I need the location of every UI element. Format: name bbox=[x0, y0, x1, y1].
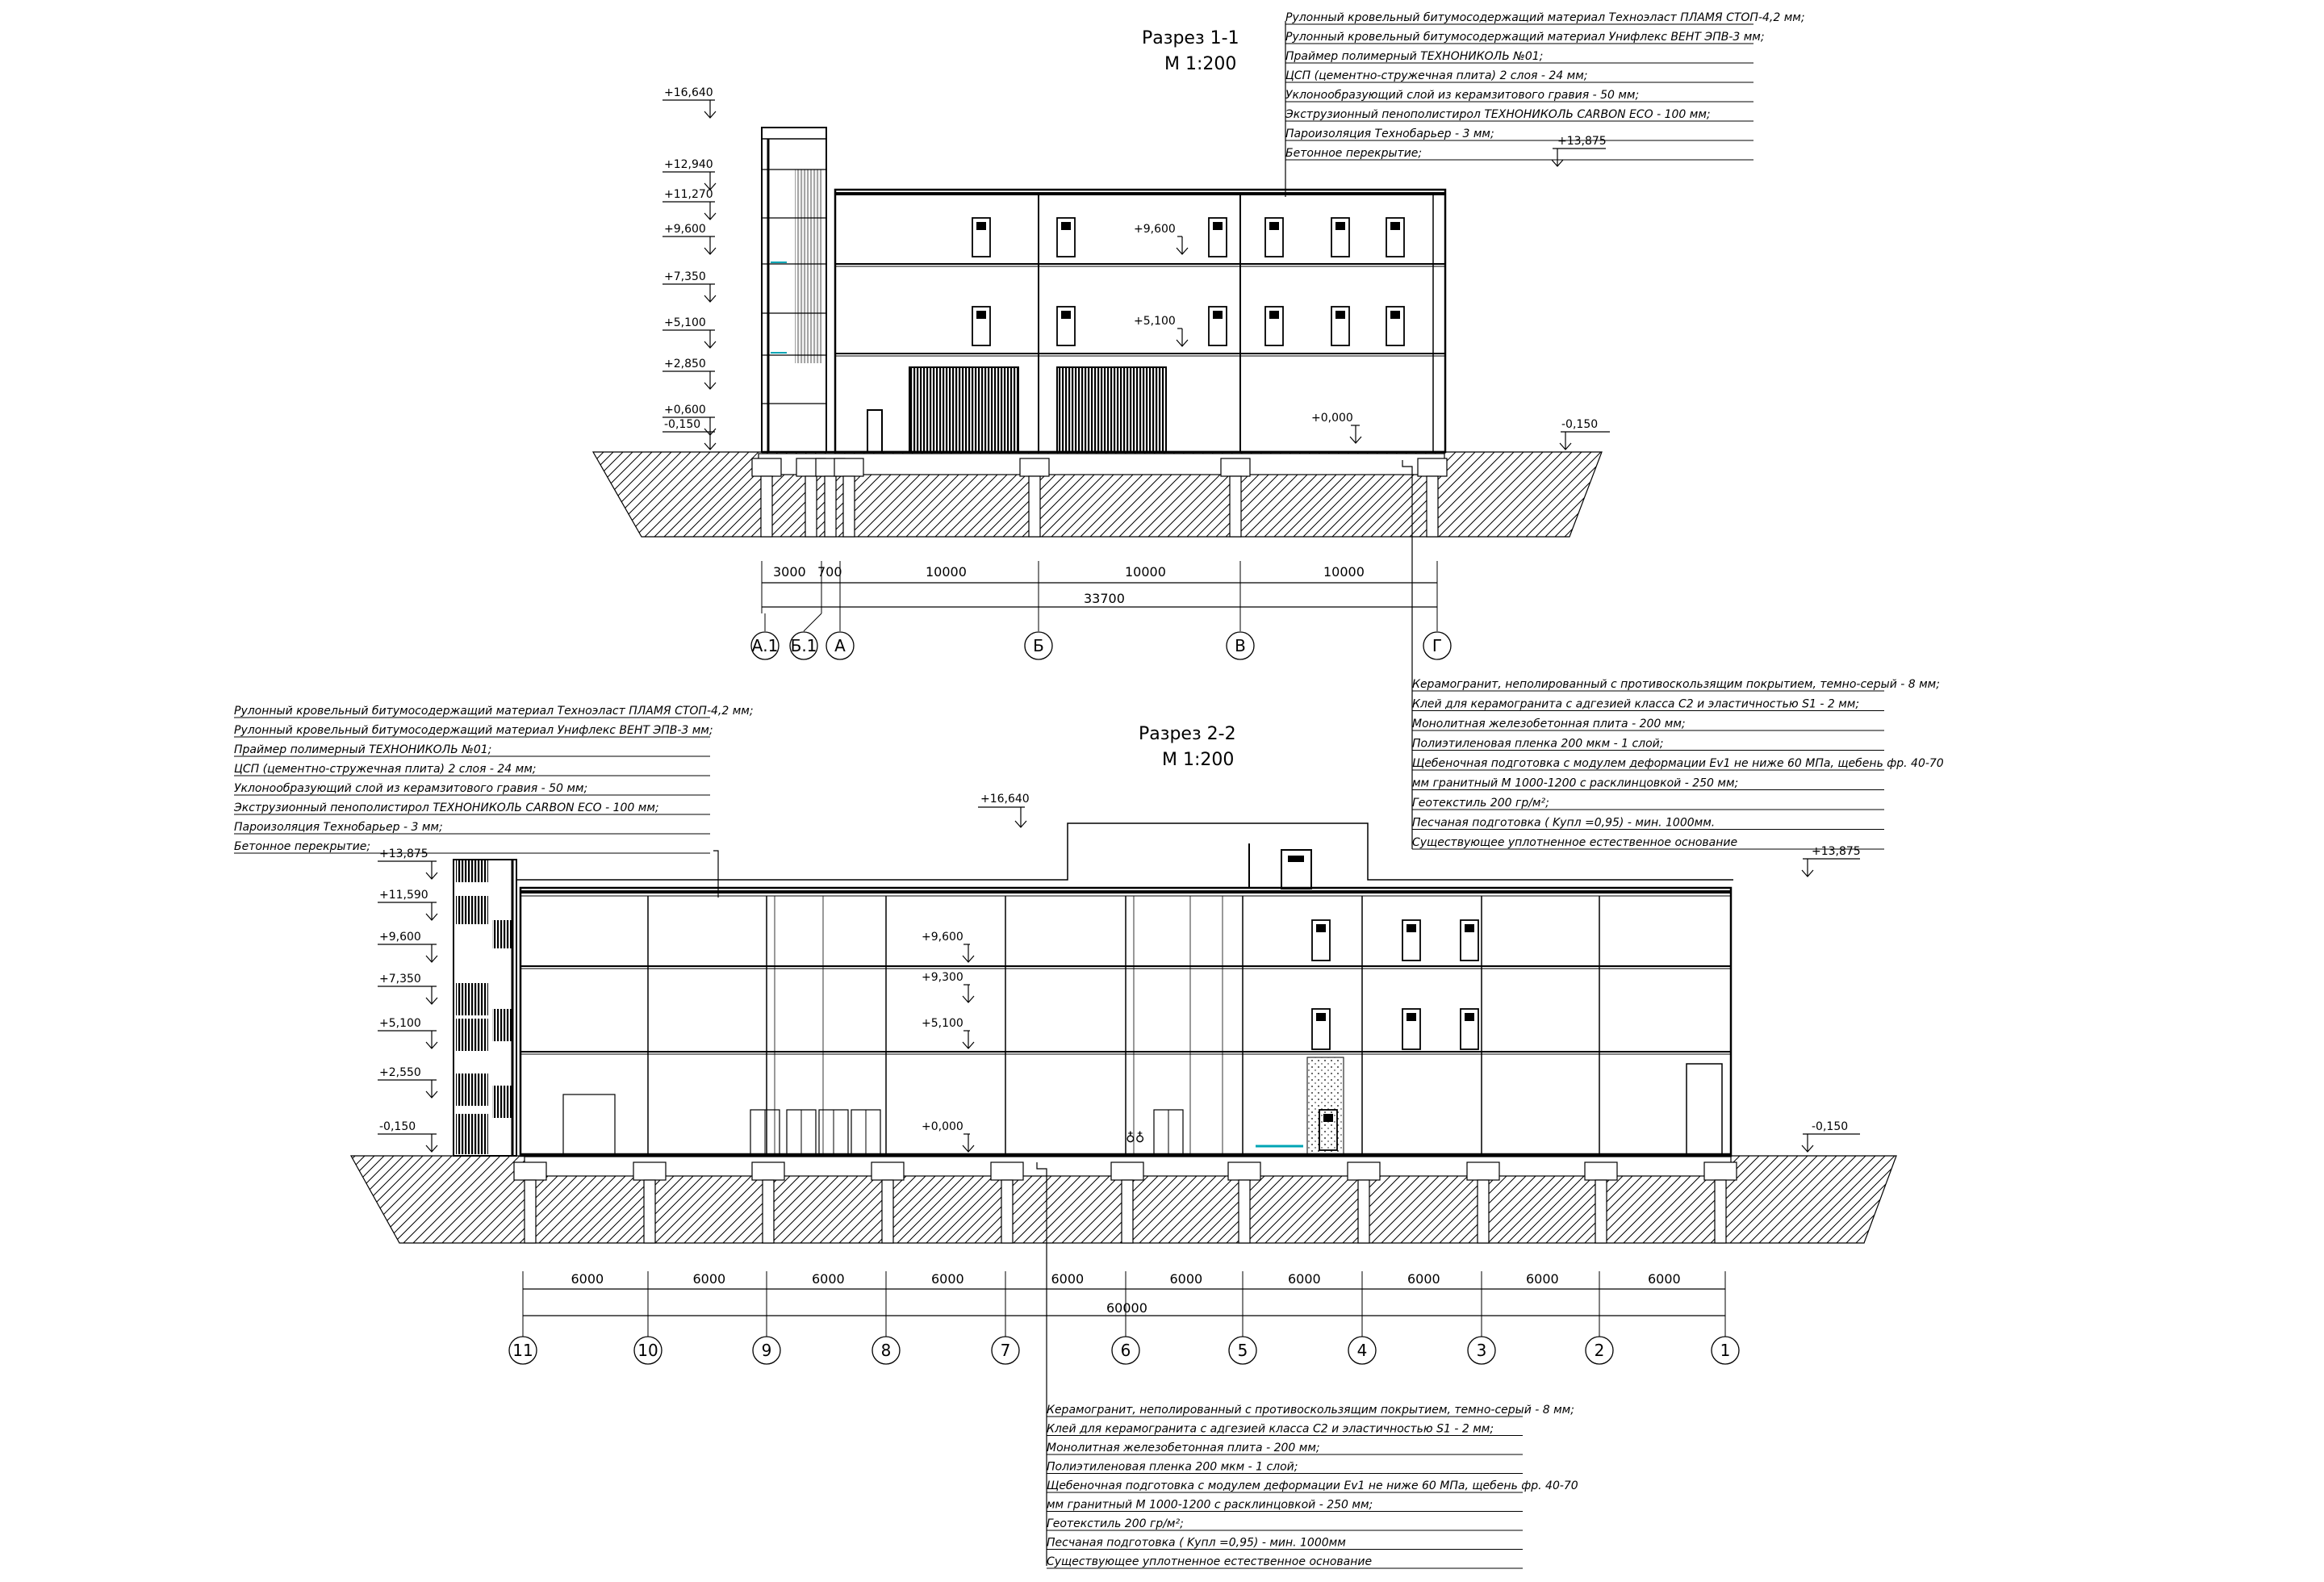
note-line: Пароизоляция Технобарьер - 3 мм; bbox=[1285, 128, 1494, 140]
note-line: Рулонный кровельный битумосодержащий материал Унифлекс ВЕНТ ЭПВ-3 мм; bbox=[234, 724, 713, 737]
axis-label: 8 bbox=[880, 1341, 892, 1360]
dim-value: 3000 bbox=[773, 564, 806, 580]
section-2-scale: М 1:200 bbox=[1162, 750, 1235, 770]
level-mark: -0,150 bbox=[1812, 1120, 1849, 1133]
note-line: Экструзионный пенополистирол ТЕХНОНИКОЛЬ CARBON ECO - 100 мм; bbox=[234, 801, 659, 814]
section-1-title: Разрез 1-1 bbox=[1142, 28, 1239, 48]
level-mark: +5,100 bbox=[379, 1017, 421, 1030]
axis-label: 2 bbox=[1594, 1341, 1605, 1360]
axis-label: 6 bbox=[1120, 1341, 1131, 1360]
level-mark: +0,600 bbox=[664, 404, 706, 416]
axis-label: 7 bbox=[1000, 1341, 1011, 1360]
pile bbox=[761, 476, 772, 537]
note-line: Песчаная подготовка ( Kупл =0,95) - мин. 1000мм. bbox=[1412, 816, 1716, 830]
pile bbox=[1239, 1180, 1250, 1243]
dim-value: 6000 bbox=[1169, 1271, 1203, 1287]
note-line: ЦСП (цементно-стружечная плита) 2 слоя - 24 мм; bbox=[234, 763, 537, 776]
level-mark: +5,100 bbox=[922, 1017, 963, 1030]
section-1-floor-notes bbox=[1412, 678, 1944, 849]
note-line: Полиэтиленовая пленка 200 мкм - 1 слой; bbox=[1412, 737, 1664, 751]
dim-value: 6000 bbox=[571, 1271, 604, 1287]
pile bbox=[805, 476, 817, 537]
note-line: мм гранитный М 1000-1200 с расклинцовкой - 250 мм; bbox=[1412, 776, 1739, 790]
note-line: Экструзионный пенополистирол ТЕХНОНИКОЛЬ CARBON ECO - 100 мм; bbox=[1285, 108, 1711, 121]
axis-label: В bbox=[1235, 636, 1246, 655]
axis-label: Г bbox=[1432, 636, 1443, 655]
level-mark: +11,270 bbox=[664, 188, 713, 201]
pile bbox=[1427, 476, 1438, 537]
level-mark: +13,875 bbox=[1557, 135, 1607, 148]
level-mark: +7,350 bbox=[379, 973, 421, 986]
axis-label: Б bbox=[1033, 636, 1044, 655]
level-mark: +9,600 bbox=[922, 931, 963, 944]
dim-value: 10000 bbox=[1125, 564, 1166, 580]
dim-value: 6000 bbox=[931, 1271, 964, 1287]
section-1-roof-notes bbox=[1285, 11, 1805, 160]
dim-value: 10000 bbox=[1323, 564, 1365, 580]
pile bbox=[525, 1180, 536, 1243]
note-line: Щебеночная подготовка с модулем деформации Ev1 не ниже 60 МПа, щебень фр. 40-70 bbox=[1047, 1479, 1578, 1492]
level-mark: +9,600 bbox=[664, 223, 706, 236]
axis-label: А bbox=[834, 636, 846, 655]
level-mark: +5,100 bbox=[1134, 315, 1176, 328]
pile bbox=[644, 1180, 655, 1243]
pile bbox=[843, 476, 855, 537]
level-mark: -0,150 bbox=[664, 418, 701, 431]
level-mark: +2,850 bbox=[664, 358, 706, 370]
note-line: Праймер полимерный ТЕХНОНИКОЛЬ №01; bbox=[1285, 50, 1544, 63]
note-line: ЦСП (цементно-стружечная плита) 2 слоя - 24 мм; bbox=[1285, 69, 1588, 82]
level-mark: +13,875 bbox=[1812, 845, 1861, 858]
section-1-total-dim: 33700 bbox=[1084, 591, 1125, 606]
pile bbox=[763, 1180, 774, 1243]
svg-text:♁♁: ♁♁ bbox=[1126, 1130, 1145, 1145]
axis-label: Б.1 bbox=[790, 636, 817, 655]
note-line: Бетонное перекрытие; bbox=[234, 840, 371, 853]
section-2-floor-notes bbox=[1047, 1404, 1578, 1568]
note-line: Песчаная подготовка ( Kупл =0,95) - мин. 1000мм bbox=[1047, 1536, 1346, 1550]
section-2-roof-notes bbox=[233, 705, 754, 853]
dim-value: 6000 bbox=[1526, 1271, 1559, 1287]
dim-value: 700 bbox=[817, 564, 842, 580]
note-line: Праймер полимерный ТЕХНОНИКОЛЬ №01; bbox=[234, 743, 492, 756]
section-1-scale: М 1:200 bbox=[1164, 54, 1237, 74]
note-line: Рулонный кровельный битумосодержащий материал Унифлекс ВЕНТ ЭПВ-3 мм; bbox=[1285, 31, 1765, 44]
note-line: Рулонный кровельный битумосодержащий материал Техноэласт ПЛАМЯ СТОП-4,2 мм; bbox=[234, 705, 754, 718]
note-line: Геотекстиль 200 гр/м²; bbox=[1047, 1517, 1184, 1530]
level-mark: +13,875 bbox=[379, 848, 428, 860]
section-1-gate-left bbox=[909, 367, 1018, 452]
pile bbox=[1029, 476, 1040, 537]
note-line: Монолитная железобетонная плита - 200 мм; bbox=[1412, 718, 1686, 730]
level-mark: +2,550 bbox=[379, 1066, 421, 1079]
dim-value: 6000 bbox=[1407, 1271, 1440, 1287]
note-line: Клей для керамогранита с адгезией класса С2 и эластичностью S1 - 2 мм; bbox=[1047, 1422, 1494, 1436]
pile bbox=[1001, 1180, 1013, 1243]
level-mark: +9,300 bbox=[922, 971, 963, 984]
section-2-top-level-text: +16,640 bbox=[980, 793, 1030, 806]
section-2-top-level bbox=[978, 793, 1030, 827]
note-line: Геотекстиль 200 гр/м²; bbox=[1412, 797, 1549, 810]
note-line: Полиэтиленовая пленка 200 мкм - 1 слой; bbox=[1047, 1460, 1298, 1474]
level-mark: +9,600 bbox=[1134, 223, 1176, 236]
level-mark: +16,640 bbox=[664, 86, 713, 99]
note-line: Существующее уплотненное естественное основание bbox=[1047, 1555, 1373, 1568]
level-mark: +12,940 bbox=[664, 158, 713, 171]
level-mark: +7,350 bbox=[664, 270, 706, 283]
axis-label: 11 bbox=[512, 1341, 533, 1360]
dim-value: 6000 bbox=[812, 1271, 845, 1287]
note-line: Керамогранит, неполированный с противоскользящим покрытием, темно-серый - 8 мм; bbox=[1047, 1404, 1574, 1417]
note-line: Пароизоляция Технобарьер - 3 мм; bbox=[234, 821, 443, 834]
note-line: Существующее уплотненное естественное основание bbox=[1412, 836, 1738, 849]
pile bbox=[1478, 1180, 1489, 1243]
note-line: Клей для керамогранита с адгезией класса С2 и эластичностью S1 - 2 мм; bbox=[1412, 697, 1860, 711]
axis-label: 5 bbox=[1237, 1341, 1248, 1360]
axis-label: А.1 bbox=[751, 636, 779, 655]
section-2-total-dim: 60000 bbox=[1106, 1300, 1147, 1316]
note-line: Керамогранит, неполированный с противоскользящим покрытием, темно-серый - 8 мм; bbox=[1412, 678, 1940, 691]
note-line: Уклонообразующий слой из керамзитового гравия - 50 мм; bbox=[1285, 89, 1640, 102]
axis-label: 3 bbox=[1476, 1341, 1487, 1360]
note-line: Бетонное перекрытие; bbox=[1285, 147, 1423, 160]
pile bbox=[825, 476, 836, 537]
pile bbox=[1715, 1180, 1726, 1243]
level-mark: +0,000 bbox=[1311, 412, 1353, 425]
note-line: Монолитная железобетонная плита - 200 мм; bbox=[1047, 1442, 1320, 1454]
note-line: мм гранитный М 1000-1200 с расклинцовкой - 250 мм; bbox=[1047, 1498, 1373, 1512]
section-1-gate-right bbox=[1057, 367, 1166, 452]
level-mark: -0,150 bbox=[379, 1120, 416, 1133]
level-mark: +0,000 bbox=[922, 1120, 963, 1133]
pile bbox=[1358, 1180, 1369, 1243]
level-mark: +11,590 bbox=[379, 889, 428, 902]
axis-label: 4 bbox=[1356, 1341, 1368, 1360]
pile bbox=[1230, 476, 1241, 537]
dim-value: 6000 bbox=[1648, 1271, 1681, 1287]
dim-value: 6000 bbox=[1051, 1271, 1085, 1287]
note-line: Рулонный кровельный битумосодержащий материал Техноэласт ПЛАМЯ СТОП-4,2 мм; bbox=[1285, 11, 1805, 24]
level-mark: +9,600 bbox=[379, 931, 421, 944]
dim-value: 6000 bbox=[1288, 1271, 1321, 1287]
pile bbox=[1122, 1180, 1133, 1243]
dim-value: 10000 bbox=[926, 564, 967, 580]
axis-label: 10 bbox=[637, 1341, 658, 1360]
pile bbox=[882, 1180, 893, 1243]
dim-value: 6000 bbox=[692, 1271, 726, 1287]
section-2-title: Разрез 2-2 bbox=[1139, 724, 1236, 744]
level-mark: -0,150 bbox=[1561, 418, 1599, 431]
note-line: Уклонообразующий слой из керамзитового гравия - 50 мм; bbox=[234, 782, 588, 795]
section-1-1 bbox=[593, 11, 1944, 849]
note-line: Щебеночная подготовка с модулем деформации Ev1 не ниже 60 МПа, щебень фр. 40-70 bbox=[1412, 757, 1944, 770]
pile bbox=[1595, 1180, 1607, 1243]
section-2-parapet bbox=[516, 823, 1733, 880]
axis-label: 1 bbox=[1720, 1341, 1731, 1360]
axis-label: 9 bbox=[761, 1341, 772, 1360]
section-2-2 bbox=[233, 705, 1896, 1568]
level-mark: +5,100 bbox=[664, 316, 706, 329]
